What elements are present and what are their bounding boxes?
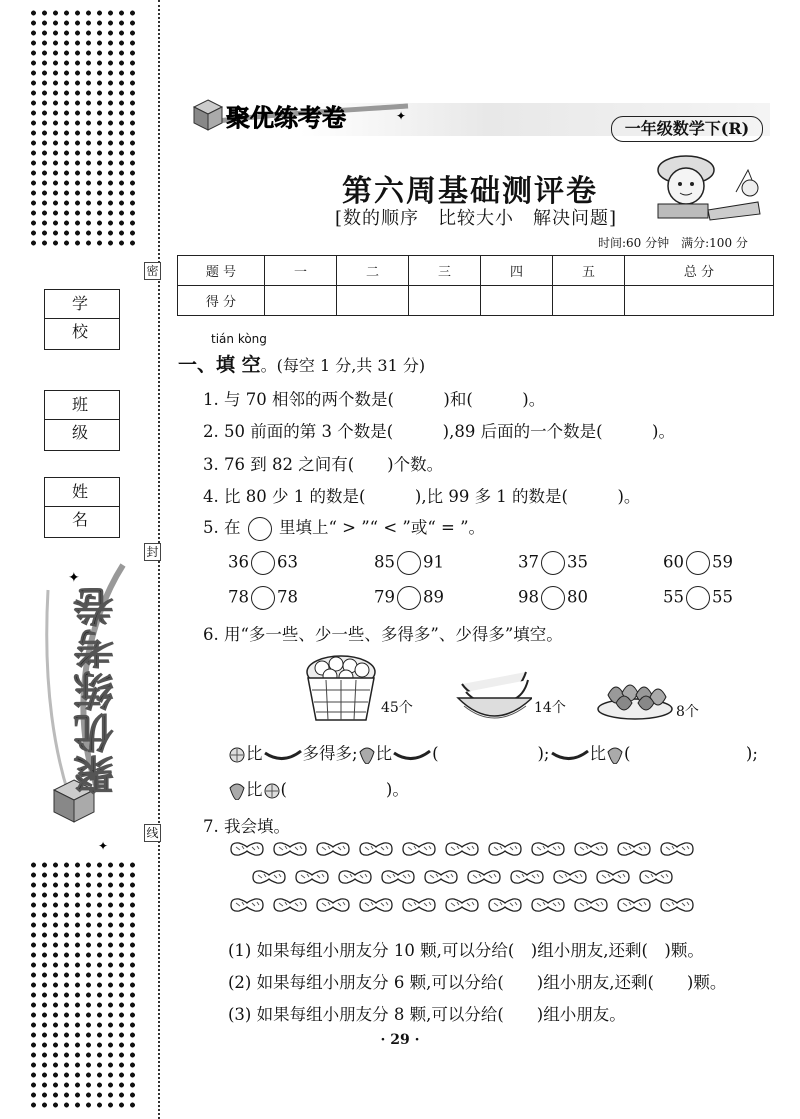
compare-circle-icon[interactable] [541, 551, 565, 575]
peanut-icon [508, 868, 546, 896]
brand-text: 聚优练考卷 [226, 104, 346, 132]
peanut-icon [615, 840, 653, 868]
peanut-icon [314, 896, 352, 924]
time-score-info: 时间:60 分钟 满分:100 分 [598, 236, 748, 250]
peanut-row [228, 840, 698, 868]
question-6-line-1: 比 多得多; 比 ( ); 比 ( ); [228, 740, 758, 764]
score-blank[interactable] [265, 286, 337, 316]
score-table-score-row [178, 286, 774, 316]
strawberry-plate-icon [596, 673, 674, 721]
score-row-label: 得 分 [178, 286, 265, 316]
question-5-pre: 5. 在 [203, 518, 241, 537]
brand-logo [190, 96, 412, 130]
peanut-icon [615, 896, 653, 924]
score-table-header-row [178, 256, 774, 286]
strawberry-icon [228, 782, 246, 800]
question-6: 6. 用“多一些、少一些、多得多”、少得多”填空。 [203, 625, 563, 644]
compare-item[interactable]: 36 63 [228, 551, 298, 575]
peanut-icon [400, 840, 438, 868]
peanut-icon [293, 868, 331, 896]
compare-item[interactable]: 98 80 [518, 586, 588, 610]
strawberry-count: 8个 [676, 704, 699, 720]
compare-circle-icon[interactable] [541, 586, 565, 610]
question-7: 7. 我会填。 [203, 817, 290, 836]
peanut-icon [379, 868, 417, 896]
compare-item[interactable]: 85 91 [374, 551, 444, 575]
score-cell: 一 [265, 256, 337, 286]
section-pinyin: tián kòng [211, 332, 267, 346]
compare-circle-icon[interactable] [251, 586, 275, 610]
peanut-icon [443, 896, 481, 924]
question-5 [203, 514, 485, 541]
strawberry-icon [358, 746, 376, 764]
vertical-brand-logo [28, 560, 128, 860]
peanut-icon [357, 896, 395, 924]
peanut-group [228, 840, 698, 924]
score-blank[interactable] [409, 286, 481, 316]
answer-blank[interactable]: ( ); [624, 744, 758, 763]
question-3: 3. 76 到 82 之间有( )个数。 [203, 455, 444, 474]
question-7-3: (3) 如果每组小朋友分 8 颗,可以分给( )组小朋友。 [228, 1005, 626, 1024]
question-7-1: (1) 如果每组小朋友分 10 颗,可以分给( )组小朋友,还剩( )颗。 [228, 941, 704, 960]
banana-count: 14个 [534, 700, 566, 716]
peanut-row [228, 896, 698, 924]
compare-item[interactable]: 37 35 [518, 551, 588, 575]
peanut-icon [357, 840, 395, 868]
compare-circle-icon[interactable] [251, 551, 275, 575]
question-4: 4. 比 80 少 1 的数是( ),比 99 多 1 的数是( )。 [203, 487, 641, 506]
question-6-line-2: 比 ( )。 [228, 776, 409, 800]
compare-circle-icon[interactable] [397, 551, 421, 575]
compare-item[interactable]: 79 89 [374, 586, 444, 610]
score-blank[interactable] [481, 286, 553, 316]
peanut-icon [529, 840, 567, 868]
answer-blank[interactable]: ( )。 [280, 780, 409, 799]
question-2: 2. 50 前面的第 3 个数是( ),89 后面的一个数是( )。 [203, 422, 675, 441]
peanut-icon [551, 868, 589, 896]
question-1: 1. 与 70 相邻的两个数是( )和( )。 [203, 390, 546, 409]
peanut-icon [572, 840, 610, 868]
page-number: · 29 · [380, 1032, 420, 1048]
score-cell: 五 [553, 256, 625, 286]
score-cell: 四 [481, 256, 553, 286]
svg-text:✦: ✦ [68, 570, 80, 586]
peanut-icon [658, 840, 696, 868]
grade-badge: 一年级数学下(R) [611, 116, 763, 142]
section-title: 一、填 空 [178, 354, 261, 376]
name-label: 姓 名 [45, 478, 119, 507]
score-blank[interactable] [625, 286, 774, 316]
seal-char-feng: 封 [144, 543, 161, 561]
question-7-2: (2) 如果每组小朋友分 6 颗,可以分给( )组小朋友,还剩( )颗。 [228, 973, 727, 992]
peach-basket-icon [263, 783, 281, 799]
strawberry-icon [606, 746, 624, 764]
score-cell: 二 [337, 256, 409, 286]
peanut-icon [271, 896, 309, 924]
class-label: 班 级 [45, 391, 119, 420]
name-field[interactable] [44, 477, 120, 538]
banana-icon [550, 747, 590, 763]
compare-circle-icon[interactable] [686, 586, 710, 610]
seal-char-xian: 线 [144, 824, 161, 842]
peanut-icon [637, 868, 675, 896]
peanut-icon [336, 868, 374, 896]
school-field[interactable] [44, 289, 120, 350]
question-5-post: 里填上“ > ”“ < ”或“ = ”。 [279, 518, 486, 537]
compare-circle-icon[interactable] [686, 551, 710, 575]
peanut-icon [443, 840, 481, 868]
peach-count: 45个 [381, 700, 413, 716]
peanut-icon [529, 896, 567, 924]
score-cell: 题 号 [178, 256, 265, 286]
binding-dots-bottom [28, 860, 136, 1112]
peanut-icon [465, 868, 503, 896]
peanut-icon [228, 840, 266, 868]
vertical-brand-text: 聚优练考卷 [74, 585, 120, 795]
compare-item[interactable]: 60 59 [663, 551, 733, 575]
peanut-icon [486, 896, 524, 924]
compare-item[interactable]: 55 55 [663, 586, 733, 610]
banana-icon [263, 747, 303, 763]
svg-text:✦: ✦ [396, 109, 407, 123]
peanut-icon [594, 868, 632, 896]
page-subtitle: [数的顺序 比较大小 解决问题] [335, 208, 618, 229]
page-title: 第六周基础测评卷 [342, 174, 598, 209]
peanut-icon [658, 896, 696, 924]
peanut-icon [400, 896, 438, 924]
peanut-icon [422, 868, 460, 896]
peanut-icon [486, 840, 524, 868]
class-field[interactable] [44, 390, 120, 451]
peanut-icon [250, 868, 288, 896]
compare-circle-icon [248, 517, 272, 541]
banana-bowl-icon [456, 664, 532, 726]
school-label: 学 校 [45, 290, 119, 319]
peanut-icon [228, 896, 266, 924]
compare-circle-icon[interactable] [397, 586, 421, 610]
binding-dots-top [28, 8, 136, 246]
peanut-icon [271, 840, 309, 868]
score-blank[interactable] [553, 286, 625, 316]
svg-text:✦: ✦ [98, 839, 109, 853]
peanut-icon [314, 840, 352, 868]
seal-char-mi: 密 [144, 262, 161, 280]
compare-item[interactable]: 78 78 [228, 586, 298, 610]
score-table [177, 255, 774, 316]
peach-basket-icon [302, 650, 380, 726]
score-cell: 总 分 [625, 256, 774, 286]
peanut-row [228, 868, 698, 896]
score-cell: 三 [409, 256, 481, 286]
answer-blank[interactable]: ( ); [432, 744, 550, 763]
peanut-icon [572, 896, 610, 924]
banana-icon [392, 747, 432, 763]
section-note: 。(每空 1 分,共 31 分) [260, 356, 426, 375]
section-heading [178, 350, 425, 377]
peach-basket-icon [228, 747, 246, 763]
score-blank[interactable] [337, 286, 409, 316]
girl-reading-illustration [648, 140, 768, 230]
